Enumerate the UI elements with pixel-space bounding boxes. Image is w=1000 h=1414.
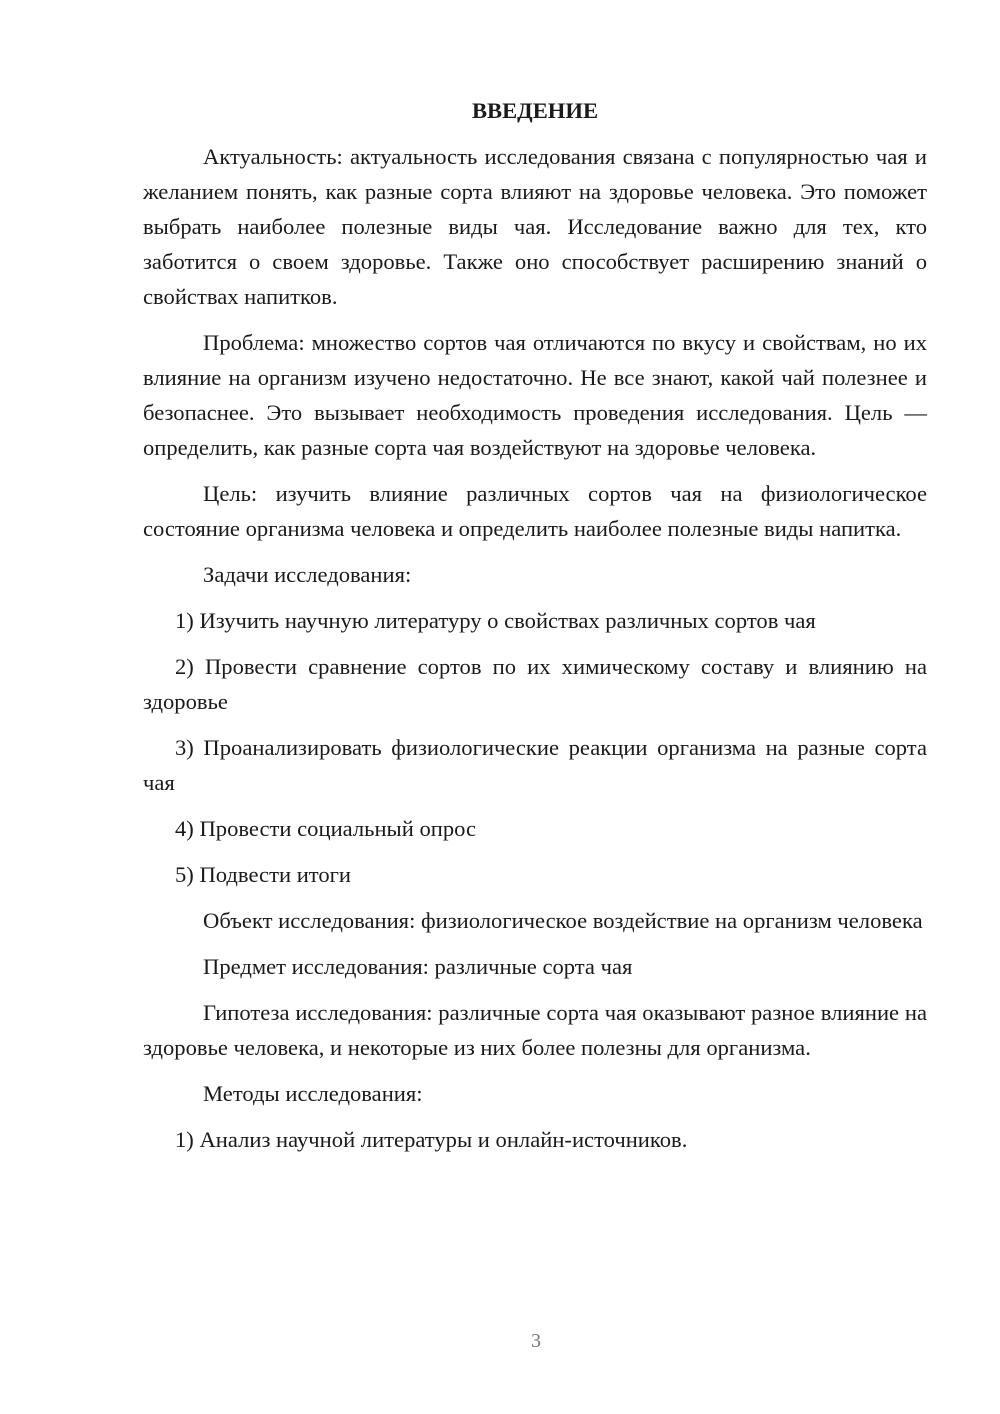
task-item-1: 1) Изучить научную литературу о свойствах различных сортов чая (175, 608, 816, 633)
task-item-4: 4) Провести социальный опрос (175, 816, 477, 841)
section-heading: ВВЕДЕНИЕ (471, 98, 599, 123)
task-item-2: 2) Провести сравнение сортов по их химическому составу и влиянию на здоровье (143, 654, 927, 714)
document-page (143, 93, 927, 1168)
relevance-paragraph: Актуальность: актуальность исследования связана с популярностью чая и желанием понять, как разные сорта влияют на здоровье человека. Это поможет выбрать наиболее полезные виды чая. Исследование важно для тех, кто заботится о своем здоровье. Также оно способствует расширению знаний о свойствах напитков. (143, 144, 927, 309)
object-paragraph: Объект исследования: физиологическое воздействие на организм человека (203, 908, 923, 933)
task-item-5: 5) Подвести итоги (175, 862, 352, 887)
methods-title: Методы исследования: (203, 1081, 423, 1106)
goal-paragraph: Цель: изучить влияние различных сортов чая на физиологическое состояние организма человека и определить наиболее полезные виды напитка. (143, 481, 927, 541)
task-item-3: 3) Проанализировать физиологические реакции организма на разные сорта чая (143, 735, 927, 795)
tasks-title: Задачи исследования: (203, 562, 412, 587)
problem-paragraph: Проблема: множество сортов чая отличаются по вкусу и свойствам, но их влияние на организм изучено недостаточно. Не все знают, какой чай полезнее и безопаснее. Это вызывает необходимость проведения исследования. Цель — определить, как разные сорта чая воздействуют на здоровье человека. (143, 330, 927, 460)
subject-paragraph: Предмет исследования: различные сорта чая (203, 954, 633, 979)
method-item-1: 1) Анализ научной литературы и онлайн-источников. (175, 1127, 688, 1152)
page-number: 3 (531, 1330, 541, 1352)
hypothesis-paragraph: Гипотеза исследования: различные сорта чая оказывают разное влияние на здоровье человека, и некоторые из них более полезны для организма. (143, 1000, 927, 1060)
